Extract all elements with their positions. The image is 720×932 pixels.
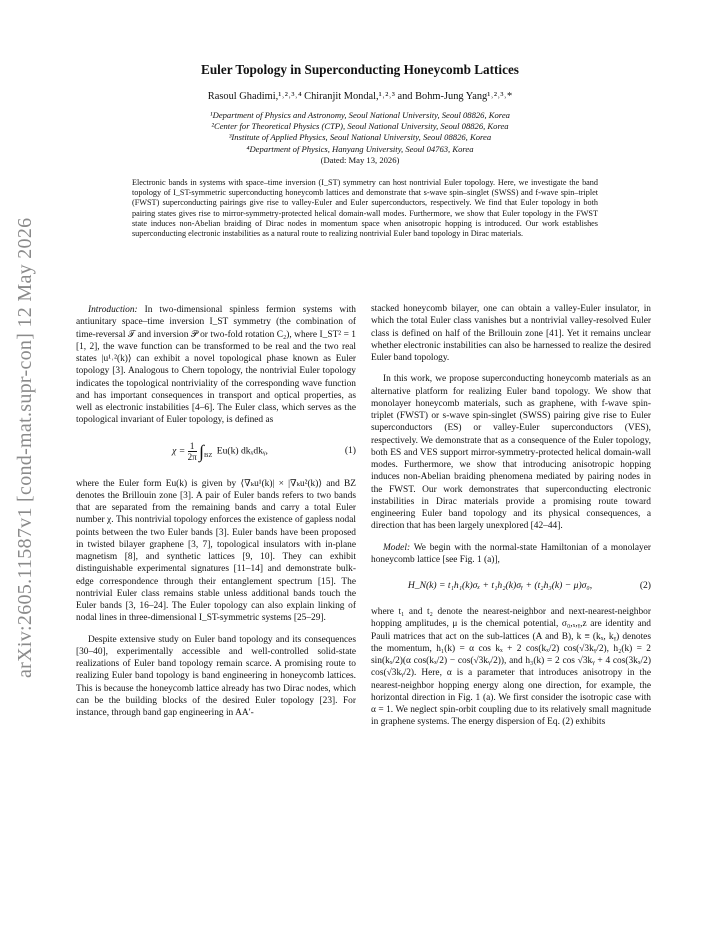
affiliation-4: ⁴Department of Physics, Hanyang University, Seoul 04763, Korea [246,143,474,154]
dated-line: (Dated: May 13, 2026) [320,154,400,165]
equation-1 [76,436,356,468]
equation-1-number: (1) [344,445,356,457]
equation-2-number: (2) [639,579,651,591]
model-text: We begin with the normal-state Hamiltonian of a monolayer honeycomb lattice [see Fig. 1 (a)], [371,542,651,565]
fraction-denominator: 2π [187,451,197,462]
left-column [76,304,356,719]
equation-2 [371,574,651,598]
intro-paragraph [76,304,356,427]
intro-text: In two-dimensional spinless fermion systems with antiunitary space–time inversion I_ST symmetry (the combination of time-reversal 𝒯 and inversion 𝒫 or two-fold rotation C₂), where I_ST² = 1 [1, 2], the wave function can be transformed to be real and the two real states |u¹˒²(k)⟩ can exhibit a novel topological phase known as Euler topology [3]. Analogous to Chern topology, the nontrivial Euler topology indicates the topological nontriviality of the corresponding wave function and has important consequences in transport and optical properties, as well as electronic instabilities [4–6]. The Euler class, which serves as the topological invariant of Euler topology, is defined as [76,305,356,426]
equation-1-fraction [188,441,197,462]
equation-1-rhs: Eu(k) dkₓdkᵧ, [216,445,268,457]
intro-heading: Introduction: [88,305,138,315]
bilayer-paragraph: stacked honeycomb bilayer, one can obtain a valley-Euler insulator, in which the total Euler class vanishes but a nontrivial valley-resolved Euler class is defined on half of the Brillouin zone [41]. Yet it remains unclear whether electronic instabilities can also be harnessed to realize the desired Euler band topology. [371,304,651,363]
model-heading: Model: [383,542,411,553]
model-paragraph [371,542,651,567]
affiliation-1: ¹Department of Physics and Astronomy, Seoul National University, Seoul 08826, Korea [210,110,510,120]
paper-title: Euler Topology in Superconducting Honeycomb Lattices [201,62,519,77]
equation-2-body: H_N(k) = t₁h₁(k)σₓ + t₁h₂(k)σᵧ + (t₂h₃(k) − μ)σ₀, [407,579,593,591]
right-column [371,303,651,729]
affiliation-3: ³Institute of Applied Physics, Seoul National University, Seoul 08826, Korea [228,132,492,143]
integral-sign: ∫ [199,440,204,461]
euler-form-paragraph: where the Euler form Eu(k) is given by ⟨∇ₖu¹(k)| × |∇ₖu²(k)⟩ and BZ denotes the Brillouin zone [3]. A pair of Euler bands refers to two bands that are separated from the remaining bands and carry a total Euler number χ. This nontrivial topology enforces the existence of gapless nodal points between the two Euler bands [3]. Euler bands have been proposed in twisted bilayer graphene [3, 7], topological insulators with in-plane magnetism [8], and synthetic lattices [9, 10]. They can exhibit distinguishable experimental signatures [11–14] and demonstrate bulk-edge correspondence through their entanglement spectrum [15]. The nontrivial Euler class remains stable unless additional bands touch the Euler bands [3, 16–24]. The Euler topology can also explain linking of nodal lines in three-dimensional I_ST-symmetric systems [25–29]. [76,478,356,624]
despite-paragraph: Despite extensive study on Euler band topology and its consequences [30–40], experimentally accessible and well-controlled solid-state realizations of Euler band topology remain scarce. A promising route to realizing Euler band topology is band engineering in honeycomb lattices. This is because the honeycomb lattice already has two Dirac nodes, which can be the building blocks of the desired Euler topology [23]. For instance, through band gap engineering in AA′- [76,634,356,718]
equation-1-lhs: χ = [172,445,186,457]
affiliations-block [0,110,720,166]
this-work-paragraph: In this work, we propose superconducting honeycomb materials as an alternative platform for realizing Euler band topology. We show that monolayer honeycomb materials, such as graphene, with f-wave spin-triplet (FWST) or s-wave spin-singlet (SWSS) pairing give rise to Euler superconductors (ES) or valley-Euler superconductors (VES), respectively. We demonstrate that as a consequence of the Euler topology, both ES and VES support mirror-symmetry-protected helical domain-wall modes. Furthermore, we show that introducing anisotropic hopping induces non-Abelian braiding phenomena mediated by pairing nodes in the FWST. Our work demonstrates that superconducting electronic instabilities in Dirac materials provide a promising route toward engineering Euler band topology and its physical consequences, a direction that has been largely unexplored [42–44]. [371,374,651,532]
fraction-numerator: 1 [188,441,197,452]
equation-1-body [76,441,334,463]
affiliation-2: ²Center for Theoretical Physics (CTP), Seoul National University, Seoul 08826, Korea [211,121,509,132]
arxiv-identifier-stamp: arXiv:2605.11587v1 [cond-mat.supr-con] 12 May 2026 [14,217,36,678]
author-list: Rasoul Ghadimi,¹˒²˒³˒⁴ Chiranjit Mondal,¹˒²˒³ and Bohm-Jung Yang¹˒²˒³˒* [207,91,513,102]
hamiltonian-description-paragraph: where t₁ and t₂ denote the nearest-neighbor and next-nearest-neighbor hopping amplitudes, μ is the chemical potential, σ₀,ₓ,ᵧ,z are identity and Pauli matrices that act on the sub-lattices (A and B), k ≡ (kₓ, kᵧ) denotes the momentum, h₁(k) = α cos kₓ + 2 cos(kₓ/2) cos(√3kᵧ/2), h₂(k) = 2 sin(kₓ/2)(α cos(kₓ/2) − cos(√3kᵧ/2)), and h₃(k) = 2 cos √3kᵧ + 4 cos(3kₓ/2) cos(√3kᵧ/2). Here, α is a parameter that introduces anisotropy in the nearest-neighbor hopping energy along one direction, for example, the horizontal direction in Fig. 1 (a). We first consider the isotropic case with α = 1. We neglect spin-orbit coupling due to its relatively small magnitude in graphene systems. The energy dispersion of Eq. (2) exhibits [371,607,651,728]
abstract: Electronic bands in systems with space–time inversion (I_ST) symmetry can host nontrivial Euler topology. Here, we investigate the band topology of I_ST-symmetric superconducting honeycomb lattices and demonstrate that s-wave spin–singlet (SWSS) and f-wave spin–triplet (FWST) superconducting pairings give rise to valley-Euler and Euler superconductors, respectively. We find that Euler topology in both pairing states gives rise to mirror-symmetry-protected helical domain-wall modes. Furthermore, we show that Euler topology in the FWST state induces non-Abelian braiding of Dirac nodes in momentum space when anisotropic hopping is introduced. Our work establishes superconducting electronic instabilities as a natural route to realizing nontrivial Euler band topology in Dirac materials. [132,178,598,239]
integral-domain: BZ [204,452,213,460]
